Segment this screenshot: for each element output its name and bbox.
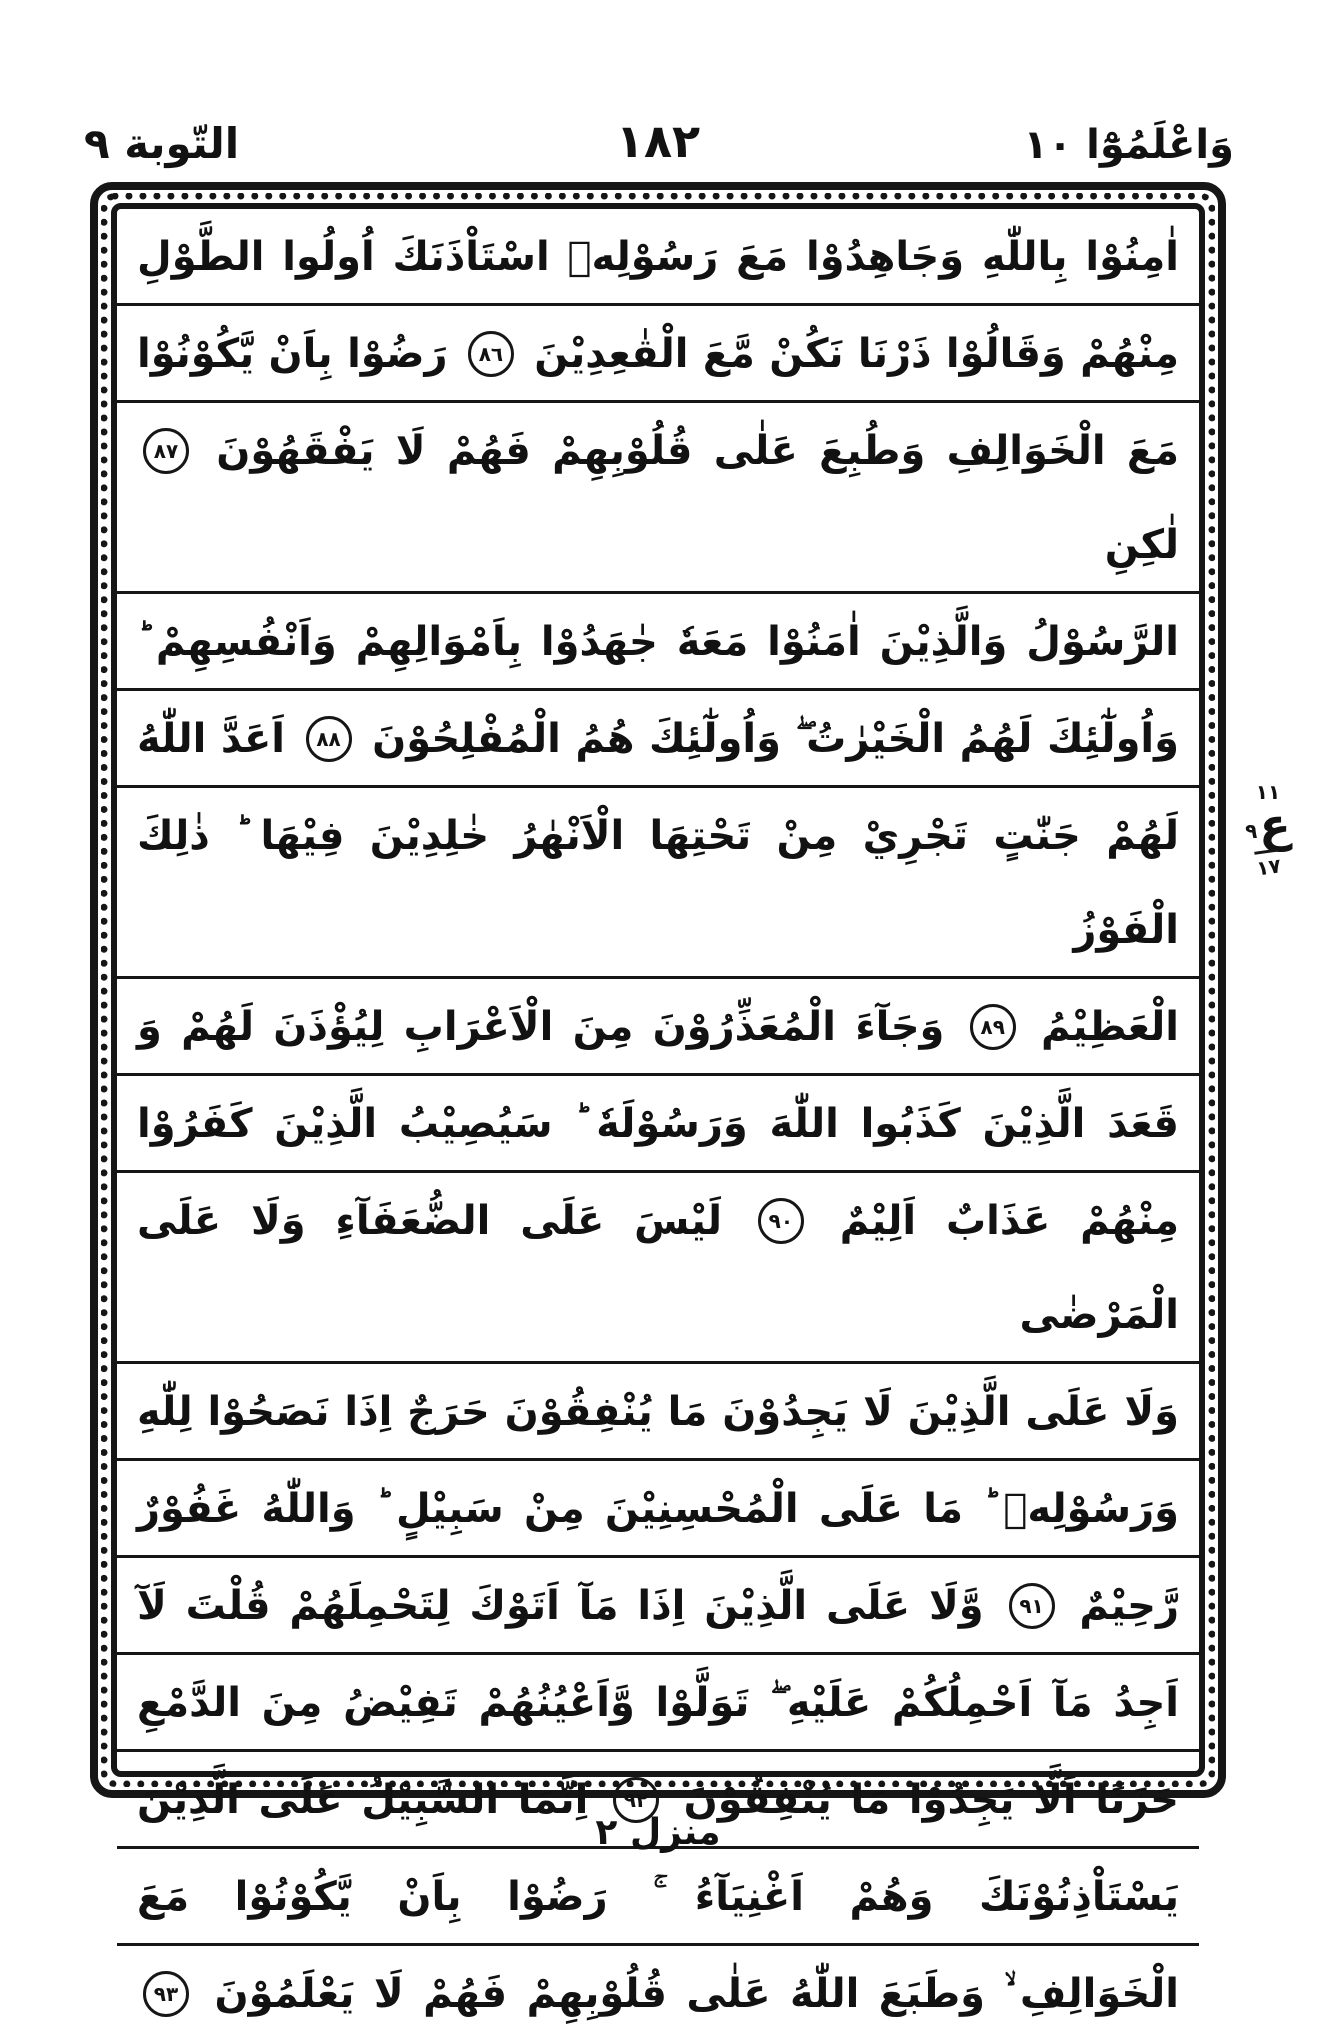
quran-line	[117, 1655, 1199, 1752]
ruku-marker	[1232, 780, 1304, 881]
quran-text-segment: وَجَآءَ الْمُعَذِّرُوْنَ مِنَ الْاَعْرَابِ لِيُؤْذَنَ لَهُمْ وَ	[137, 1004, 945, 1050]
ayah-end-marker: ٩١	[1009, 1583, 1055, 1629]
surah-name-label: التّوبة ٩	[84, 119, 240, 168]
quran-text-segment: قَعَدَ الَّذِيْنَ كَذَبُوا اللّٰهَ وَرَسُوْلَهٗ ؕ سَيُصِيْبُ الَّذِيْنَ كَفَرُوْا	[137, 1101, 1179, 1147]
quran-text-segment: مِنْهُمْ عَذَابٌ اَلِيْمٌ	[839, 1198, 1179, 1244]
quran-text-segment: مَعَ الْخَوَالِفِ وَطُبِعَ عَلٰى قُلُوْبِهِمْ فَهُمْ لَا يَفْقَهُوْنَ	[216, 428, 1179, 474]
quran-line	[117, 1461, 1199, 1558]
quran-text-segment: اَعَدَّ اللّٰهُ	[137, 716, 285, 762]
ayah-end-marker: ٩٣	[143, 1971, 189, 2017]
juz-name-label: وَاعْلَمُوْٓا ١٠	[1023, 122, 1234, 168]
ayah-end-marker: ٩٢	[613, 1777, 659, 1823]
quran-line	[117, 1364, 1199, 1461]
ayah-end-marker: ٨٩	[970, 1004, 1016, 1050]
manzil-label: منزل ٢	[595, 1812, 721, 1853]
ain-letter: ع	[1259, 798, 1291, 852]
ruku-number-above: ١١	[1255, 780, 1281, 804]
quran-line	[117, 1946, 1199, 2040]
quran-text-segment: يَسْتَاْذِنُوْنَكَ وَهُمْ اَغْنِيَآءُ ۚ رَضُوْا بِاَنْ يَّكُوْنُوْا مَعَ	[137, 1874, 1179, 1920]
page-number: ١٨٢	[615, 114, 701, 168]
quran-text-segment: الْخَوَالِفِ ۙ وَطَبَعَ اللّٰهُ عَلٰى قُلُوْبِهِمْ فَهُمْ لَا يَعْلَمُوْنَ	[214, 1971, 1179, 2017]
ayah-end-marker: ٨٦	[468, 331, 514, 377]
quran-text-segment: وَلَا عَلَى الَّذِيْنَ لَا يَجِدُوْنَ مَا يُنْفِقُوْنَ حَرَجٌ اِذَا نَصَحُوْا لِلّٰهِ	[137, 1389, 1179, 1435]
quran-text-segment: اٰمِنُوْا بِاللّٰهِ وَجَاهِدُوْا مَعَ رَسُوْلِهٖ اسْتَاْذَنَكَ اُولُوا الطَّوْلِ	[137, 234, 1179, 280]
quran-text-segment: لَهُمْ جَنّٰتٍ تَجْرِيْ مِنْ تَحْتِهَا الْاَنْهٰرُ خٰلِدِيْنَ فِيْهَا ؕ ذٰلِكَ الْفَوْزُ	[137, 813, 1179, 953]
quran-line	[117, 1076, 1199, 1173]
quran-line	[117, 403, 1199, 594]
quran-line	[117, 979, 1199, 1076]
quran-text-segment: وَاُولٰٓئِكَ لَهُمُ الْخَيْرٰتُ ۖ وَاُولٰٓئِكَ هُمُ الْمُفْلِحُوْنَ	[372, 716, 1180, 762]
quran-text-segment: اَجِدُ مَآ اَحْمِلُكُمْ عَلَيْهِ ۖ تَوَلَّوْا وَّاَعْيُنُهُمْ تَفِيْضُ مِنَ الدَّمْعِ	[137, 1680, 1179, 1726]
quran-text-segment: لَيْسَ عَلَى الضُّعَفَآءِ وَلَا عَلَى الْمَرْضٰى	[137, 1198, 1179, 1338]
ayah-end-marker: ٨٧	[143, 428, 189, 474]
quran-text-segment: اِنَّمَا السَّبِيْلُ عَلَى الَّذِيْنَ	[137, 1777, 589, 1823]
ruku-ain-symbol	[1245, 798, 1291, 852]
quran-text-segment: رَضُوْا بِاَنْ يَّكُوْنُوْا	[137, 331, 448, 377]
quran-text-segment: الرَّسُوْلُ وَالَّذِيْنَ اٰمَنُوْا مَعَهٗ جٰهَدُوْا بِاَمْوَالِهِمْ وَاَنْفُسِهِمْ ؕ	[137, 619, 1179, 665]
quran-line	[117, 1173, 1199, 1364]
quran-text-segment: وَّلَا عَلَى الَّذِيْنَ اِذَا مَآ اَتَوْكَ لِتَحْمِلَهُمْ قُلْتَ لَآ	[137, 1583, 984, 1629]
quran-line	[117, 1558, 1199, 1655]
ayah-end-marker: ٩٠	[758, 1198, 804, 1244]
quran-line	[117, 691, 1199, 788]
quran-text-segment: رَّحِيْمٌ	[1079, 1583, 1179, 1629]
quran-line	[117, 788, 1199, 979]
ayah-end-marker: ٨٨	[306, 716, 352, 762]
quran-line	[117, 1849, 1199, 1946]
quran-text-segment: لٰكِنِ	[1104, 522, 1179, 568]
quran-line	[117, 306, 1199, 403]
ruku-ayah-count: ٩	[1245, 819, 1258, 843]
quran-text-segment: الْعَظِيْمُ	[1041, 1004, 1179, 1050]
quran-line	[117, 594, 1199, 691]
quran-text-segment: وَرَسُوْلِهٖ ؕ مَا عَلَى الْمُحْسِنِيْنَ مِنْ سَبِيْلٍ ؕ وَاللّٰهُ غَفُوْرٌ	[137, 1486, 1179, 1532]
quran-line	[117, 209, 1199, 306]
quran-text-segment: حَزَنًا اَلَّا يَجِدُوْا مَا يُنْفِقُوْنَ	[683, 1777, 1179, 1823]
ruku-number-below: ١٧	[1254, 848, 1282, 878]
quran-text-segment: مِنْهُمْ وَقَالُوْا ذَرْنَا نَكُنْ مَّعَ الْقٰعِدِيْنَ	[534, 331, 1179, 377]
